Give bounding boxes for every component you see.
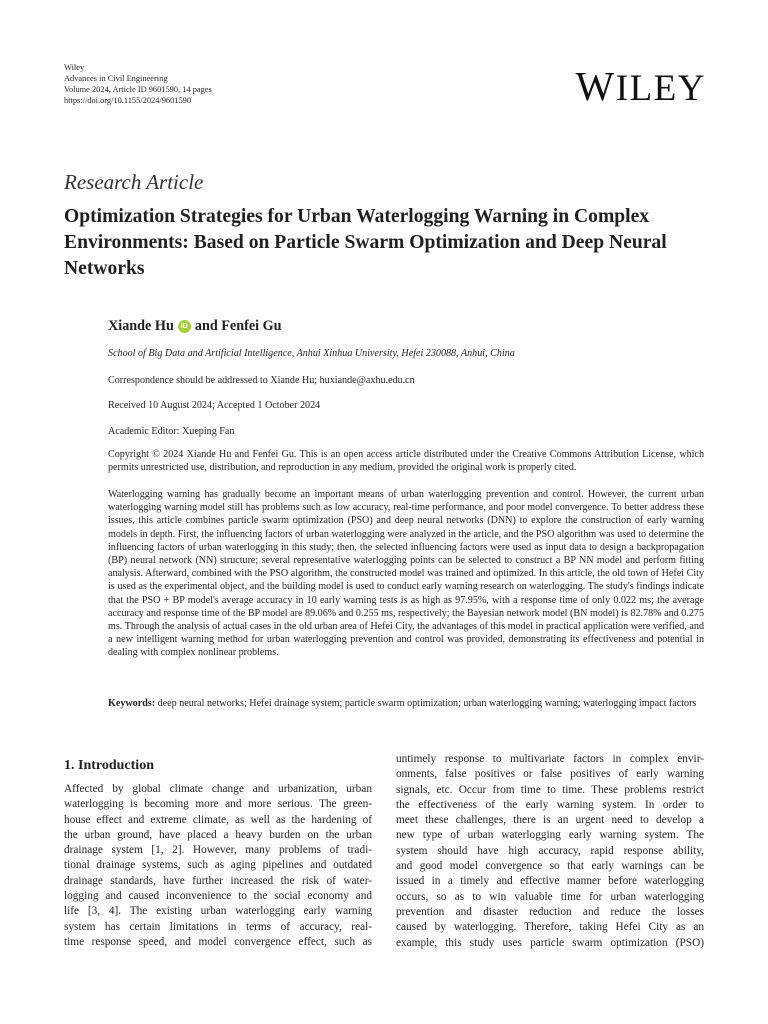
body-line: the urban ground, have placed a heavy burden on the urban bbox=[64, 828, 372, 841]
journal-header bbox=[64, 62, 212, 106]
body-line: drainage standards, have further increased the risk of water- bbox=[64, 874, 372, 887]
body-line: caused by waterlogging. Therefore, taking Hefei City as an bbox=[396, 921, 704, 934]
doi-link[interactable]: https://doi.org/10.1155/2024/9601590 bbox=[64, 96, 192, 105]
article-title: Optimization Strategies for Urban Waterlogging Warning in Complex Environments: Based on Particle Swarm Optimization and Deep Neural Networks bbox=[64, 206, 667, 279]
body-line: life [3, 4]. The existing urban waterlogging early warning bbox=[64, 905, 372, 918]
body-line: meet these challenges, there is an urgent need to develop a bbox=[396, 814, 704, 827]
publisher-name: Wiley bbox=[64, 63, 85, 72]
body-line: and good model convergence so that early warnings can be bbox=[396, 860, 704, 873]
journal-name: Advances in Civil Engineering bbox=[64, 74, 168, 83]
body-line: drainage system [1, 2]. However, many problems of tradi- bbox=[64, 844, 372, 857]
abstract: Waterlogging warning has gradually become an important means of urban waterlogging prevention and control. However, the current urban waterlogging warning model still has problems such as low accuracy, real-time performance, and poor model convergence. To better address these issues, this article combines particle swarm optimization (PSO) and deep neural networks (DNN) to explore the construction of early warning models in depth. First, the influencing factors of urban waterlogging were analyzed in the article, and the PSO algorithm was used to determine the influencing factors of urban waterlogging in this study; then, the selected influencing factors were used as input data to design a backpropagation (BP) neural network (NN) structure; several representative waterlogging points can be selected to construct a BP NN model and perform fitting analysis. Afterward, combined with the PSO algorithm, the constructed model was trained and optimized. In this article, the old town of Hefei City is used as the experimental object, and the building model is used to conduct early warning research on waterlogging. The study's findings indicate that the PSO + BP model's average accuracy in 10 early warning tests is as high as 97.95%, with a response time of only 0.022 ms; the average accuracy and response time of the BP model are 89.06% and 0.255 ms, respectively; the Bayesian network model (BN model) is 82.78% and 0.275 ms. Through the analysis of actual cases in the old urban area of Hefei City, the advantages of this model in practical application were verified, and a new intelligent warning method for urban waterlogging prevention and control was provided, demonstrating its effectiveness and potential in dealing with complex nonlinear problems. bbox=[108, 489, 704, 659]
body-line: signals, etc. Occur from time to time. These problems restrict bbox=[396, 783, 704, 796]
author-name[interactable]: and Fenfei Gu bbox=[194, 318, 282, 334]
body-line: new type of urban waterlogging early warning system. The bbox=[396, 829, 704, 842]
body-line: system should have high accuracy, rapid response ability, bbox=[396, 844, 704, 857]
author-list bbox=[108, 318, 282, 335]
keywords-text: deep neural networks; Hefei drainage system; particle swarm optimization; urban waterlogging warning; waterlogging impact factors bbox=[157, 698, 697, 709]
dates: Received 10 August 2024; Accepted 1 October 2024 bbox=[108, 400, 321, 411]
body-line: onments, false positives or false positives of early warning bbox=[396, 768, 704, 781]
body-line: tional drainage systems, such as aging pipelines and outdated bbox=[64, 859, 372, 872]
academic-editor: Academic Editor: Xueping Fan bbox=[108, 426, 235, 437]
body-line: the effectiveness of the early warning system. In order to bbox=[396, 798, 704, 811]
body-line: waterlogging is becoming more and more serious. The green- bbox=[64, 798, 372, 811]
body-line: prevention and disaster reduction and reduce the losses bbox=[396, 905, 704, 918]
body-column-right bbox=[396, 752, 704, 951]
body-line: Affected by global climate change and urbanization, urban bbox=[64, 783, 372, 795]
volume-info: Volume 2024, Article ID 9601590, 14 pages bbox=[64, 85, 212, 94]
section-heading: 1. Introduction bbox=[64, 758, 154, 773]
wiley-logo: WILEY bbox=[575, 63, 706, 109]
body-line: occurs, so as to win valuable time for urban waterlogging bbox=[396, 890, 704, 903]
copyright-notice: Copyright © 2024 Xiande Hu and Fenfei Gu. This is an open access article distributed under the Creative Commons Attribution License, which permits unrestricted use, distribution, and reproduction in any medium, provided the original work is properly cited. bbox=[108, 449, 704, 474]
body-column-left bbox=[64, 782, 372, 950]
author-name[interactable]: Xiande Hu bbox=[108, 318, 174, 334]
article-type: Research Article bbox=[64, 170, 204, 194]
body-line: system has certain limitations in terms of accuracy, real- bbox=[64, 920, 372, 933]
affiliation: School of Big Data and Artificial Intelligence, Anhui Xinhua University, Hefei 230088, Anhui, China bbox=[108, 348, 515, 359]
body-line: time response speed, and model convergence effect, such as bbox=[64, 935, 372, 948]
keywords-label: Keywords: bbox=[108, 698, 156, 709]
body-line: untimely response to multivariate factors in complex envir- bbox=[396, 753, 704, 765]
body-line: issued in a timely and effective manner before waterlogging bbox=[396, 875, 704, 888]
keywords bbox=[108, 697, 704, 710]
orcid-icon[interactable]: iD bbox=[178, 320, 191, 333]
correspondence: Correspondence should be addressed to Xiande Hu; huxiande@axhu.edu.cn bbox=[108, 375, 415, 386]
body-line: example, this study uses particle swarm optimization (PSO) bbox=[396, 936, 704, 949]
body-line: logging and caused inconvenience to the social economy and bbox=[64, 890, 372, 903]
body-line: house effect and extreme climate, as well as the hardening of bbox=[64, 813, 372, 826]
